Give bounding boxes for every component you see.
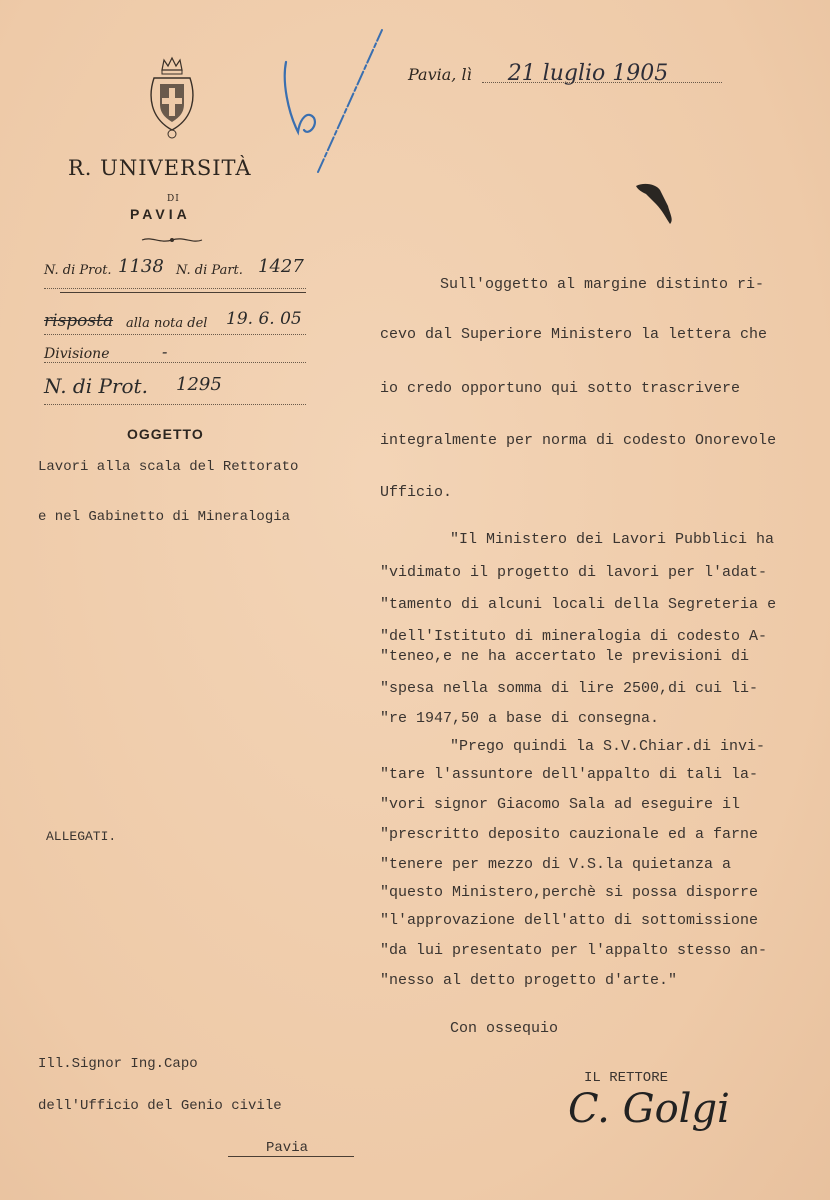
university-title: R. UNIVERSITÀ xyxy=(68,156,252,180)
body-line: "questo Ministero,perchè si possa disporre xyxy=(380,884,759,901)
nprot-label: N. di Prot. xyxy=(44,374,148,398)
part-label: N. di Part. xyxy=(176,263,243,278)
date-place: Pavia, lì xyxy=(408,65,472,84)
body-line: "tare l'assuntore dell'appalto di tali la- xyxy=(380,766,759,783)
oggetto-line: Lavori alla scala del Rettorato xyxy=(38,459,299,475)
body-line: "Prego quindi la S.V.Chiar.di invi- xyxy=(450,738,766,755)
risposta-label: alla nota del xyxy=(126,316,208,331)
divisione-label: Divisione xyxy=(44,346,110,362)
body-line: "da lui presentato per l'appalto stesso an- xyxy=(380,942,768,959)
allegati-label: ALLEGATI. xyxy=(46,829,117,844)
body-line: "re 1947,50 a base di consegna. xyxy=(380,710,660,727)
body-line: "Il Ministero dei Lavori Pubblici ha xyxy=(450,531,775,548)
rettore-label: IL RETTORE xyxy=(584,1070,669,1086)
body-line: integralmente per norma di codesto Onorevole xyxy=(380,432,777,449)
risposta-rule xyxy=(44,334,306,335)
prot-underline xyxy=(60,292,306,293)
oggetto-line: e nel Gabinetto di Mineralogia xyxy=(38,509,291,525)
nota-date: 19. 6. 05 xyxy=(226,309,302,329)
letterhead-di: DI xyxy=(167,194,180,204)
prot-value: 1138 xyxy=(118,256,164,277)
prot-label: N. di Prot. xyxy=(44,263,112,278)
prot-rule xyxy=(44,288,306,289)
address-city: Pavia xyxy=(266,1140,309,1156)
body-line: "teneo,e ne ha accertato le previsioni di xyxy=(380,648,750,665)
risposta-hand: risposta xyxy=(44,311,114,331)
letterhead-city: PAVIA xyxy=(130,206,191,222)
signature: C. Golgi xyxy=(568,1086,730,1132)
divisione-value: - xyxy=(162,342,168,361)
body-line: "tamento di alcuni locali della Segreteria e xyxy=(380,596,777,613)
body-line: "vidimato il progetto di lavori per l'adat- xyxy=(380,564,768,581)
body-line: Sull'oggetto al margine distinto ri- xyxy=(440,276,765,293)
body-line: cevo dal Superiore Ministero la lettera che xyxy=(380,326,768,343)
date-handwritten: 21 luglio 1905 xyxy=(507,61,669,86)
address-line: dell'Ufficio del Genio civile xyxy=(38,1098,282,1114)
nprot-value: 1295 xyxy=(176,374,222,395)
ornament-divider-icon xyxy=(140,234,204,246)
part-value: 1427 xyxy=(258,256,304,277)
body-line: Ufficio. xyxy=(380,484,453,501)
address-underline xyxy=(228,1156,354,1157)
body-line: io credo opportuno qui sotto trascrivere xyxy=(380,380,741,397)
ink-blot xyxy=(634,180,678,230)
oggetto-label: OGGETTO xyxy=(127,426,204,442)
body-line: Con ossequio xyxy=(450,1020,559,1037)
body-line: "spesa nella somma di lire 2500,di cui li- xyxy=(380,680,759,697)
divisione-rule xyxy=(44,362,306,363)
body-line: "nesso al detto progetto d'arte." xyxy=(380,972,678,989)
blue-pencil-mark xyxy=(278,22,388,192)
body-line: "vori signor Giacomo Sala ad eseguire il xyxy=(380,796,741,813)
body-line: "l'approvazione dell'atto di sottomissione xyxy=(380,912,759,929)
body-line: "prescritto deposito cauzionale ed a farne xyxy=(380,826,759,843)
nprot-rule xyxy=(44,404,306,405)
savoy-crest-icon xyxy=(146,56,198,140)
body-line: "dell'Istituto di mineralogia di codesto A- xyxy=(380,628,768,645)
address-line: Ill.Signor Ing.Capo xyxy=(38,1056,198,1072)
date-rule xyxy=(482,82,722,83)
body-line: "tenere per mezzo di V.S.la quietanza a xyxy=(380,856,732,873)
